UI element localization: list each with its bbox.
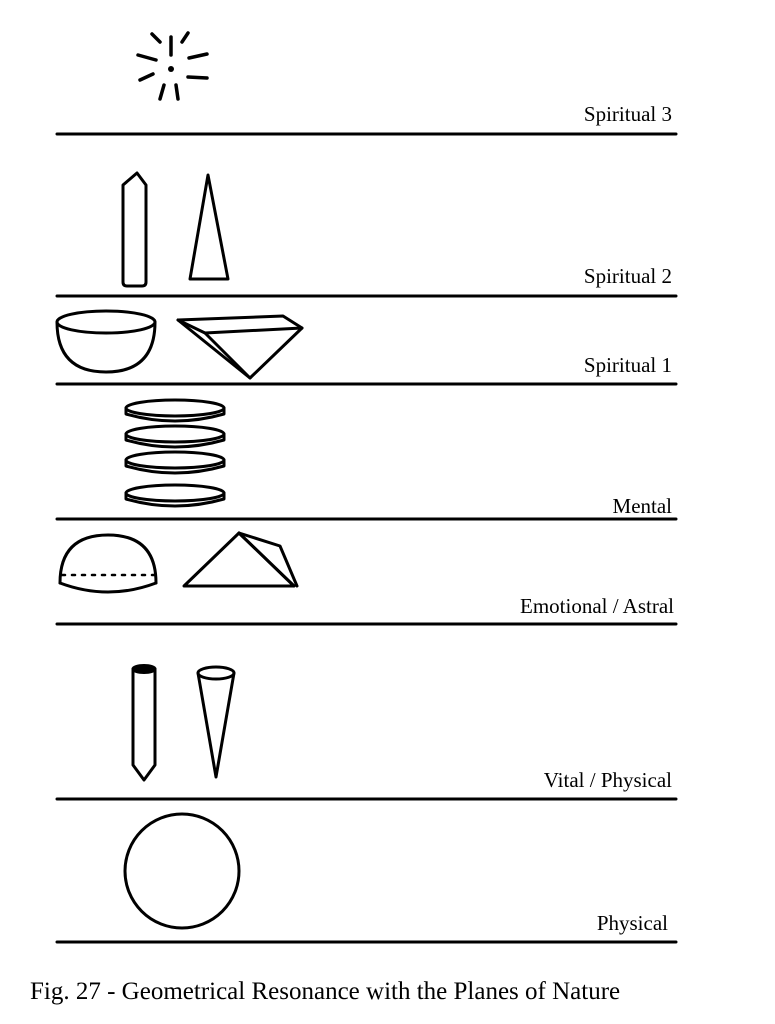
dome-icon [60, 535, 156, 592]
pyramid-icon [184, 533, 297, 586]
pointed-cylinder-icon [133, 666, 155, 781]
cone-icon [198, 667, 234, 777]
plane-label: Vital / Physical [543, 768, 672, 792]
plane-physical [57, 814, 676, 942]
plane-emotional-astral [57, 533, 676, 624]
plane-label: Spiritual 3 [583, 102, 672, 126]
tall-pyramid-icon [190, 175, 228, 279]
inverted-pyramid-icon [178, 316, 302, 378]
sphere-icon [125, 814, 239, 928]
pointed-prism-icon [123, 173, 146, 286]
plane-spiritual-2 [57, 173, 676, 296]
plane-label: Emotional / Astral [520, 594, 674, 618]
figure-caption: Fig. 27 - Geometrical Resonance with the Planes of Nature [30, 978, 621, 1005]
plane-spiritual-1 [57, 311, 676, 384]
plane-mental [57, 400, 676, 519]
plane-label: Spiritual 1 [583, 353, 672, 377]
plane-label: Physical [596, 911, 668, 935]
radiant-point-icon [138, 33, 207, 99]
plane-label: Mental [612, 494, 672, 518]
hemisphere-bowl-icon [57, 311, 155, 372]
stacked-disks-icon [126, 400, 224, 506]
plane-label: Spiritual 2 [583, 264, 672, 288]
plane-spiritual-3 [57, 33, 676, 134]
plane-vital-physical [57, 666, 676, 800]
